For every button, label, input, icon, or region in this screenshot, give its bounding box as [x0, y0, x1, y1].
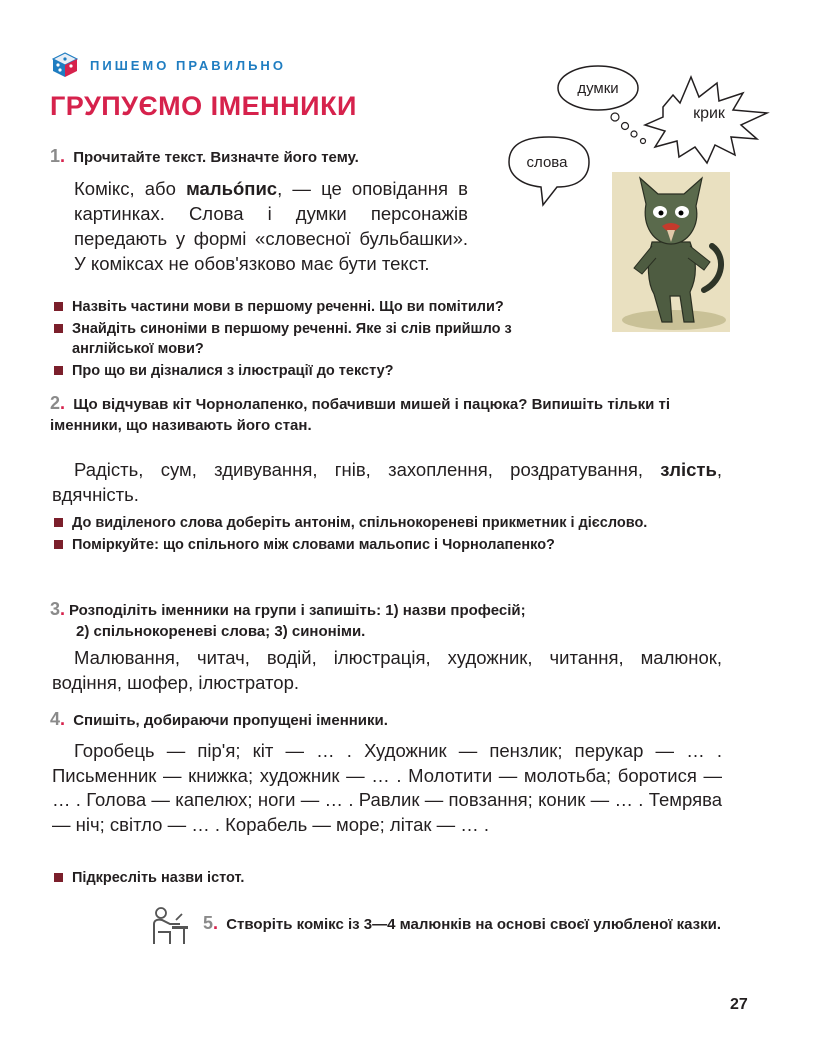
- list-item: [52, 535, 662, 555]
- task-5-prompt: 5. Створіть комікс із 3—4 малюнків на основі своєї улюбленої казки.: [203, 913, 722, 933]
- task-3-prompt-line2: 2) спільнокореневі слова; 3) синоніми.: [76, 623, 366, 640]
- task-5-number: 5: [203, 913, 214, 933]
- text-part: , вдячність.: [52, 459, 722, 505]
- question-text: ?: [546, 537, 555, 553]
- bubble-words: слова: [526, 154, 568, 171]
- text-part: , — це оповідання в картинках. Слова і думки персонажів передають у формі «словесної бульбашки». У коміксах не обов'язково має бути текст.: [74, 178, 468, 274]
- task-4-prompt: 4. Спишіть, добираючи пропущені іменники.: [50, 709, 388, 729]
- task-2-words: [52, 457, 722, 507]
- question-text: до тексту?: [312, 363, 394, 379]
- task-4-prompt-text: Спишіть, добираючи пропущені іменники.: [73, 712, 388, 729]
- task-4-number: 4: [50, 709, 61, 729]
- list-item: [52, 297, 592, 317]
- task-3-words: Малювання, читач, водій, ілюстрація, художник, читання, малюнок, водіння, шофер, ілюстратор.: [52, 647, 722, 693]
- section-header: [52, 52, 286, 78]
- bubble-thoughts: думки: [577, 80, 619, 97]
- text-part: Комікс, або: [74, 178, 187, 199]
- bullet-square-icon: [54, 873, 63, 882]
- task-1-questions: [52, 297, 592, 381]
- task-2-prompt-text: Що відчував кіт Чорнолапенко, побачивши мишей і пацюка? Випишіть тільки ті іменники, що називають його стан.: [50, 396, 670, 434]
- bubble-shout: крик: [693, 105, 725, 122]
- question-text: Поміркуйте: що спільного між словами: [72, 537, 359, 553]
- task-3-prompt-line1: Розподіліть іменники на групи і запишіть: 1) назви професій;: [69, 602, 526, 619]
- question-term: ілюстрації: [238, 363, 313, 379]
- dice-icon: [52, 52, 78, 78]
- task-1-prompt: 1. Прочитайте текст. Визначте його тему.: [50, 146, 359, 166]
- bullet-square-icon: [54, 518, 63, 527]
- task-1-prompt-text: Прочитайте текст. Визначте його тему.: [73, 149, 359, 166]
- task-2-number: 2: [50, 393, 61, 413]
- task-1-text: [74, 176, 468, 276]
- highlighted-word: злість: [660, 459, 717, 480]
- question-text: До виділеного слова доберіть антонім, спільнокореневі прикметник і дієслово.: [72, 515, 648, 531]
- question-text: Підкресліть назви істот.: [72, 870, 245, 886]
- page-number: 27: [730, 996, 748, 1013]
- bullet-square-icon: [54, 366, 63, 375]
- task-3-number: 3: [50, 599, 61, 619]
- question-term: Чорнолапенко: [442, 537, 547, 553]
- list-item: [52, 361, 592, 381]
- task-1-number: 1: [50, 146, 61, 166]
- text-part: Радість, сум, здивування, гнів, захоплення, роздратування,: [74, 459, 661, 480]
- list-item: [52, 319, 592, 359]
- term-malopys: мальóпис: [186, 178, 278, 199]
- task-4-questions: [52, 868, 452, 888]
- question-text: Про що ви дізналися з: [72, 363, 239, 379]
- question-text: Назвіть частини мови в першому реченні. Що ви помітили?: [72, 299, 504, 315]
- cat-illustration: [612, 172, 730, 332]
- question-text: і: [430, 537, 443, 553]
- bullet-square-icon: [54, 540, 63, 549]
- task-2-questions: [52, 513, 662, 555]
- task-4-text: Горобець — пір'я; кіт — … . Художник — пензлик; перукар — … . Письменник — книжка; художник — … . Молотити — молотьба; боротися — … . Голова — капелюх; ноги — … . Равлик — повзання; коник — … . Темрява — ніч; світло — … . Корабель — море; літак — … .: [52, 740, 722, 835]
- page-title: ГРУПУЄМО ІМЕННИКИ: [50, 91, 357, 121]
- list-item: [52, 868, 452, 888]
- section-title: ПИШЕМО ПРАВИЛЬНО: [90, 57, 286, 73]
- list-item: [52, 513, 662, 533]
- bullet-square-icon: [54, 324, 63, 333]
- task-2-prompt: 2. Що відчував кіт Чорнолапенко, побачивши мишей і пацюка? Випишіть тільки ті іменники, що називають його стан.: [50, 393, 670, 434]
- task-3-prompt: 3. Розподіліть іменники на групи і запишіть: 1) назви професій; 2) спільнокореневі слова; 3) синоніми.: [50, 599, 726, 642]
- task-5-text: Створіть комікс із 3—4 малюнків на основі своєї улюбленої казки.: [226, 916, 722, 933]
- question-term: мальопис: [358, 537, 431, 553]
- bullet-square-icon: [54, 302, 63, 311]
- homework-icon: [150, 906, 190, 946]
- question-text: Знайдіть синоніми в першому реченні. Яке зі слів прийшло з англійської мови?: [72, 321, 512, 357]
